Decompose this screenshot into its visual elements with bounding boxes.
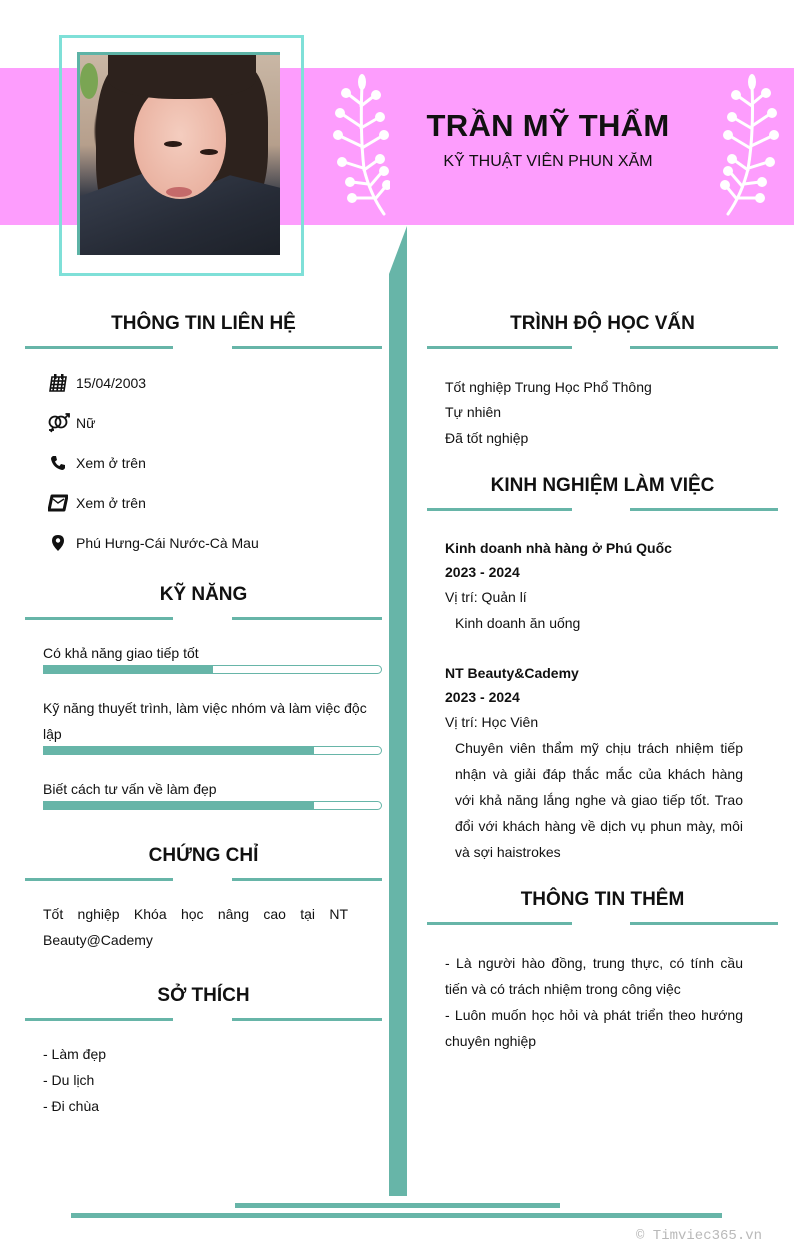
footer-bar [235,1203,560,1208]
section-rule [25,346,173,349]
location-pin-icon [46,532,70,554]
contact-section-title: THÔNG TIN LIÊN HỆ [111,313,296,334]
section-rule [630,508,778,511]
watermark: © Timviec365.vn [636,1228,763,1244]
email-value: Xem ở trên [76,495,146,511]
job-company: NT Beauty&Cademy [445,665,579,681]
job-period: 2023 - 2024 [445,689,520,705]
skill-progress-fill [44,666,213,673]
contact-birthdate [46,371,146,395]
skill-progress-bar [43,801,382,810]
skill-progress-fill [44,802,314,809]
section-rule [25,617,173,620]
education-section-title: TRÌNH ĐỘ HỌC VẤN [510,313,695,334]
job-description: Chuyên viên thẩm mỹ chịu trách nhiệm tiếp nhận và giải đáp thắc mắc của khách hàng với khả năng lắng nghe và giao tiếp tốt. Trao đổi với khách hàng về dịch vụ phun mày, môi và sợi haistrokes [455,740,743,860]
divider-tail [389,1150,407,1200]
skill-label: Kỹ năng thuyết trình, làm việc nhóm và làm việc độc lập [43,700,367,742]
additional-line: - Là người hào đồng, trung thực, có tính cầu tiến và có trách nhiệm trong công việc [445,955,743,997]
hobby-item: - Làm đẹp [43,1046,107,1062]
section-rule [427,922,572,925]
email-icon [46,492,70,514]
job-title: KỸ THUẬT VIÊN PHUN XĂM [443,153,653,170]
skill-progress-bar [43,665,382,674]
additional-section-title: THÔNG TIN THÊM [520,889,685,910]
gender-value: Nữ [76,415,96,431]
column-divider [389,226,407,1196]
job-description: Kinh doanh ăn uống [455,615,581,631]
contact-address [46,531,259,555]
section-rule [630,922,778,925]
skill-progress-fill [44,747,314,754]
calendar-icon [46,372,70,394]
section-rule [427,508,572,511]
experience-section-title: KINH NGHIỆM LÀM VIỆC [490,475,715,496]
section-rule [232,346,382,349]
section-rule [232,1018,382,1021]
certificate-text: Tốt nghiệp Khóa học nâng cao tại NT Beauty@Cademy [43,906,348,948]
job-period: 2023 - 2024 [445,564,520,580]
address-value: Phú Hưng-Cái Nước-Cà Mau [76,535,259,551]
education-status: Đã tốt nghiệp [445,430,529,446]
section-rule [427,346,572,349]
leaf-sprig-icon [720,74,780,220]
job-position: Vị trí: Học Viên [445,714,539,730]
section-rule [232,617,382,620]
section-rule [25,1018,173,1021]
job-position: Vị trí: Quản lí [445,589,527,605]
skill-label: Biết cách tư vấn về làm đẹp [43,781,217,797]
skills-section-title: KỸ NĂNG [159,584,248,605]
certificates-section-title: CHỨNG CHỈ [148,845,259,866]
gender-icon [46,412,70,434]
profile-photo [77,52,280,255]
section-rule [232,878,382,881]
contact-gender [46,411,95,435]
birthdate-value: 15/04/2003 [76,375,147,391]
skill-progress-bar [43,746,382,755]
footer-bar [71,1213,722,1218]
hobbies-section-title: SỞ THÍCH [157,985,250,1006]
contact-email [46,491,146,515]
phone-value: Xem ở trên [76,455,146,471]
additional-line: - Luôn muốn học hỏi và phát triển theo hướng chuyên nghiệp [445,1007,743,1049]
section-rule [630,346,778,349]
education-major: Tự nhiên [445,404,502,420]
education-school: Tốt nghiệp Trung Học Phổ Thông [445,379,652,395]
candidate-name: TRẦN MỸ THẨM [426,108,670,143]
leaf-sprig-icon [330,74,390,220]
section-rule [25,878,173,881]
phone-icon [46,452,70,474]
contact-phone [46,451,146,475]
job-company: Kinh doanh nhà hàng ở Phú Quốc [445,540,672,556]
hobby-item: - Du lịch [43,1072,95,1088]
hobby-item: - Đi chùa [43,1098,100,1114]
skill-label: Có khả năng giao tiếp tốt [43,645,199,661]
